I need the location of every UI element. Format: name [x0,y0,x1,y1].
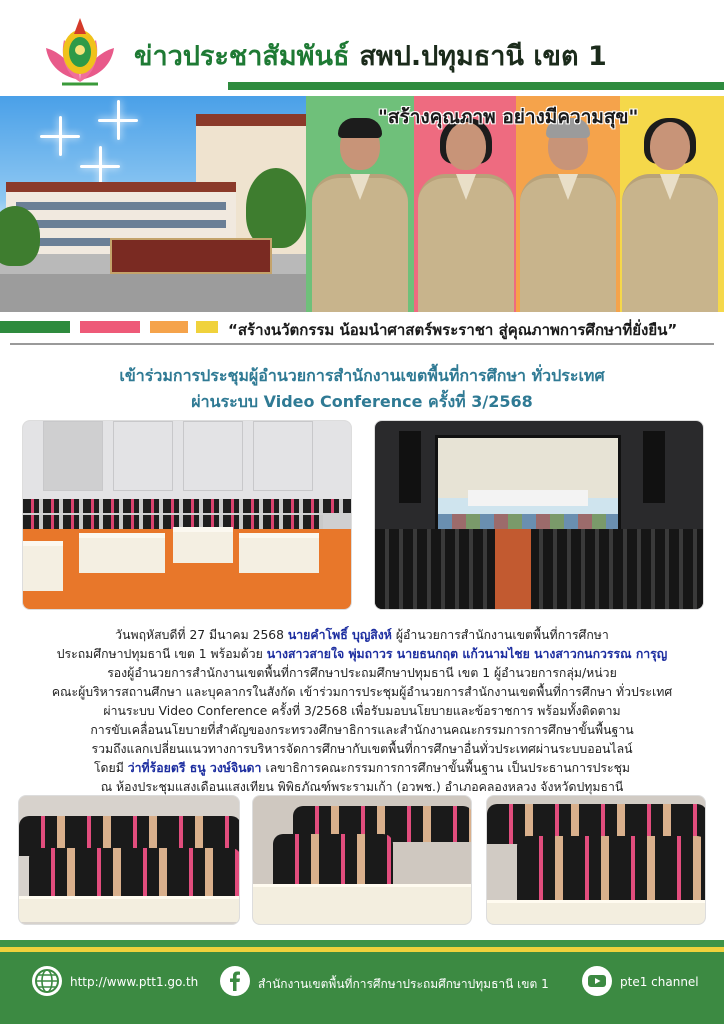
banner [0,96,724,312]
facebook-icon [220,966,250,996]
color-bar-yellow [196,321,218,333]
headline-line-2: ผ่านระบบ Video Conference ครั้งที่ 3/2568 [191,392,533,411]
body-text: วันพฤหัสบดีที่ 27 มีนาคม 2568 [115,628,288,642]
lotus-emblem-icon [40,10,120,90]
title-org: สพป.ปทุมธานี เขต 1 [359,41,607,72]
tagline: “สร้างนวัตกรรม น้อมนำศาสตร์พระราชา สู่คุณภาพการศึกษาที่ยั่งยืน” [228,321,678,339]
banner-slogan: "สร้างคุณภาพ อย่างมีความสุข" [378,106,639,128]
body-line: รวมถึงแลกเปลี่ยนแนวทางการบริหารจัดการศึกษากับเขตพื้นที่การศึกษาอื่นทั่วประเทศผ่านระบบออนไลน์ [91,742,633,756]
youtube-icon [582,966,612,996]
page-header [0,0,724,92]
page-title [134,34,607,77]
video-conference-hall-photo [374,420,704,610]
body-line: การขับเคลื่อนนโยบายที่สำคัญของกระทรวงศึกษาธิการและสำนักงานคณะกรรมการการศึกษาขั้นพื้นฐาน [90,723,634,737]
body-line: รองผู้อำนวยการสำนักงานเขตพื้นที่การศึกษาประถมศึกษาปทุมธานี เขต 1 ผู้อำนวยการกลุ่ม/หน่วย [107,666,617,680]
body-line: คณะผู้บริหารสถานศึกษา และบุคลากรในสังกัด เข้าร่วมการประชุมผู้อำนวยการสำนักงานเขตพื้นที่การศึกษา ทั่วประเทศ [51,685,673,699]
attendees-photo-3 [486,795,706,925]
office-sign [110,238,272,274]
office-building-photo [0,96,306,312]
body-line: ผ่านระบบ Video Conference ครั้งที่ 3/2568 เพื่อรับมอบนโยบายและข้อราชการ พร้อมทั้งติดตาม [103,704,621,718]
meeting-room-photo [22,420,352,610]
executive-portrait [520,118,616,312]
website-link[interactable]: http://www.ptt1.go.th [70,975,199,989]
executive-portrait [622,118,718,312]
chairperson-name: ว่าที่ร้อยตรี ธนู วงษ์จินดา [127,761,262,775]
body-text: ประถมศึกษาปทุมธานี เขต 1 พร้อมด้วย [56,647,267,661]
headline-line-1: เข้าร่วมการประชุมผู้อำนวยการสำนักงานเขตพื้นที่การศึกษา ทั่วประเทศ [119,366,605,385]
executive-portrait [312,118,408,312]
footer-stripe [0,940,724,947]
body-line [0,645,724,664]
globe-icon [32,966,62,996]
youtube-channel-link[interactable]: pte1 channel [620,975,699,989]
divider [10,343,714,345]
facebook-page-link[interactable]: สำนักงานเขตพื้นที่การศึกษาประถมศึกษาปทุมธานี เขต 1 [258,977,549,991]
color-bar-pink [80,321,140,333]
body-text: โดยมี [93,761,128,775]
attendees-photo-1 [18,795,240,925]
body-line: ณ ห้องประชุมแสงเดือนแสงเทียน พิพิธภัณฑ์พระรามเก้า (อวพช.) อำเภอคลองหลวง จังหวัดปทุมธานี [100,780,624,794]
news-body [0,626,724,797]
executive-portrait [418,118,514,312]
color-bar-orange [150,321,188,333]
road [0,274,306,312]
body-text: ผู้อำนวยการสำนักงานเขตพื้นที่การศึกษา [391,628,609,642]
body-line [0,626,724,645]
body-text: เลขาธิการคณะกรรมการการศึกษาขั้นพื้นฐาน เป็นประธานการประชุม [261,761,631,775]
projector-screen [435,435,621,535]
palm-tree [246,168,306,248]
title-green: ข่าวประชาสัมพันธ์ [134,41,350,72]
color-bar-green [0,321,70,333]
header-stripe [228,82,724,90]
body-line [0,759,724,778]
director-name: นายคำโพธิ์ บุญสิงห์ [287,628,392,642]
deputy-names: นางสาวสายใจ พุ่มถาวร นายธนกฤต แก้วนามไชย นางสาวกนกวรรณ การุญ [266,647,668,661]
attendees-photo-2 [252,795,472,925]
